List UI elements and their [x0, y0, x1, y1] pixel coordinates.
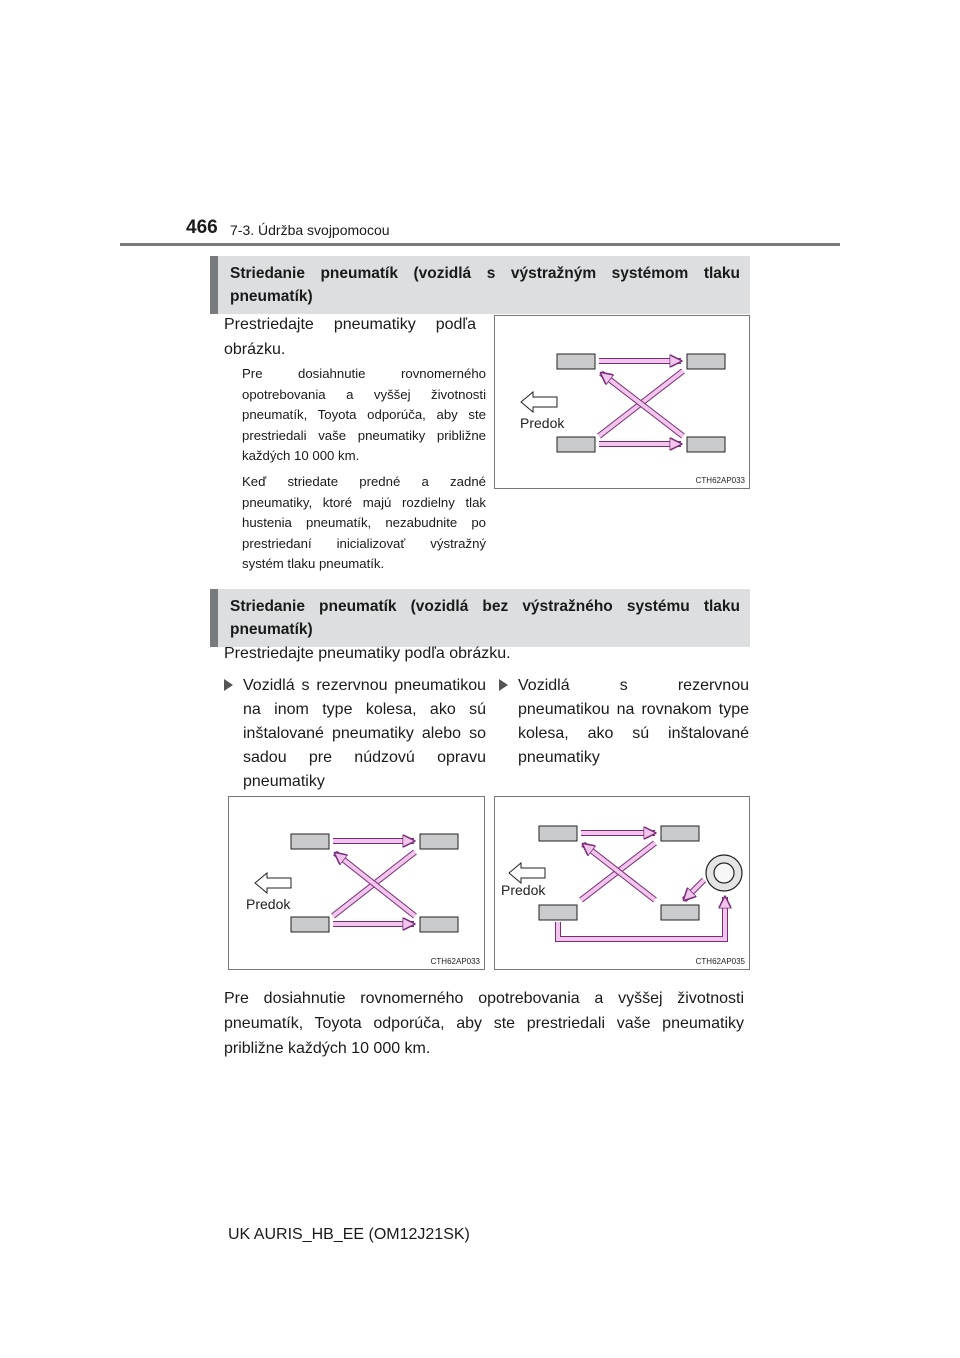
figure-code: CTH62AP033 [695, 476, 745, 485]
tire-rear-left [539, 905, 577, 920]
bullet-right-text: Vozidlá s rezervnou pneumatikou na rovnakom type kolesa, ako sú inštalované pneumatiky [518, 677, 749, 766]
figure-code: CTH62AP035 [695, 957, 745, 966]
front-label: Predok [246, 896, 291, 912]
section2-heading: Striedanie pneumatík (vozidlá bez výstražného systému tlaku pneumatík) [210, 589, 750, 647]
bullet-triangle-icon [499, 679, 508, 691]
tire-front-left [539, 826, 577, 841]
header-rule [120, 243, 840, 246]
bullet-right [499, 674, 749, 770]
rotation-figure-2 [228, 796, 485, 970]
tire-rear-left [557, 437, 595, 452]
tire-rear-right [687, 437, 725, 452]
tire-front-right [661, 826, 699, 841]
section2-closing: Pre dosiahnutie rovnomerného opotrebovania a vyššej životnosti pneumatík, Toyota odporúča, aby ste prestriedali vaše pneumatiky približne každých 10 000 km. [224, 990, 744, 1057]
bullet-left [224, 674, 486, 794]
arrow-spare [684, 880, 704, 900]
arrow-rear-to-spare [558, 897, 725, 939]
page-number: 466 [186, 217, 218, 238]
tire-front-right [687, 354, 725, 369]
chapter-title: 7-3. Údržba svojpomocou [230, 222, 390, 238]
rotation-diagram-1 [495, 316, 751, 490]
rotation-figure-3 [494, 796, 750, 970]
rotation-figure-1 [494, 315, 750, 489]
bullet-triangle-icon [224, 679, 233, 691]
front-label: Predok [501, 882, 546, 898]
tire-rear-right [420, 917, 458, 932]
bullet-left-text: Vozidlá s rezervnou pneumatikou na inom type kolesa, ako sú inštalované pneumatiky alebo so sadou pre núdzovú opravu pneumatiky [243, 677, 486, 790]
document-footer: UK AURIS_HB_EE (OM12J21SK) [228, 1226, 470, 1243]
tire-front-right [420, 834, 458, 849]
tire-front-left [291, 834, 329, 849]
spare-tire-inner [714, 863, 734, 883]
arrow-rear-to-spare-outline [558, 897, 725, 939]
front-direction-icon [255, 873, 291, 893]
section1-heading: Striedanie pneumatík (vozidlá s výstražným systémom tlaku pneumatík) [210, 256, 750, 314]
tire-front-left [557, 354, 595, 369]
front-label: Predok [520, 415, 565, 431]
figure-code: CTH62AP033 [430, 957, 480, 966]
front-direction-icon [509, 863, 545, 883]
section2-intro: Prestriedajte pneumatiky podľa obrázku. [224, 645, 511, 662]
rotation-diagram-2 [229, 797, 486, 971]
tire-rear-left [291, 917, 329, 932]
front-direction-icon [521, 392, 557, 412]
tire-rear-right [661, 905, 699, 920]
section1-note2: Keď striedate predné a zadné pneumatiky, ktoré majú rozdielny tlak hustenia pneumatík, nezabudnite po prestriedaní inicializovať výstražný systém tlaku pneumatík. [242, 474, 486, 571]
section1-intro: Prestriedajte pneumatiky podľa obrázku. [224, 316, 476, 358]
section1-note1: Pre dosiahnutie rovnomerného opotrebovania a vyššej životnosti pneumatík, Toyota odporúča, aby ste prestriedali vaše pneumatiky približne každých 10 000 km. [242, 366, 486, 463]
